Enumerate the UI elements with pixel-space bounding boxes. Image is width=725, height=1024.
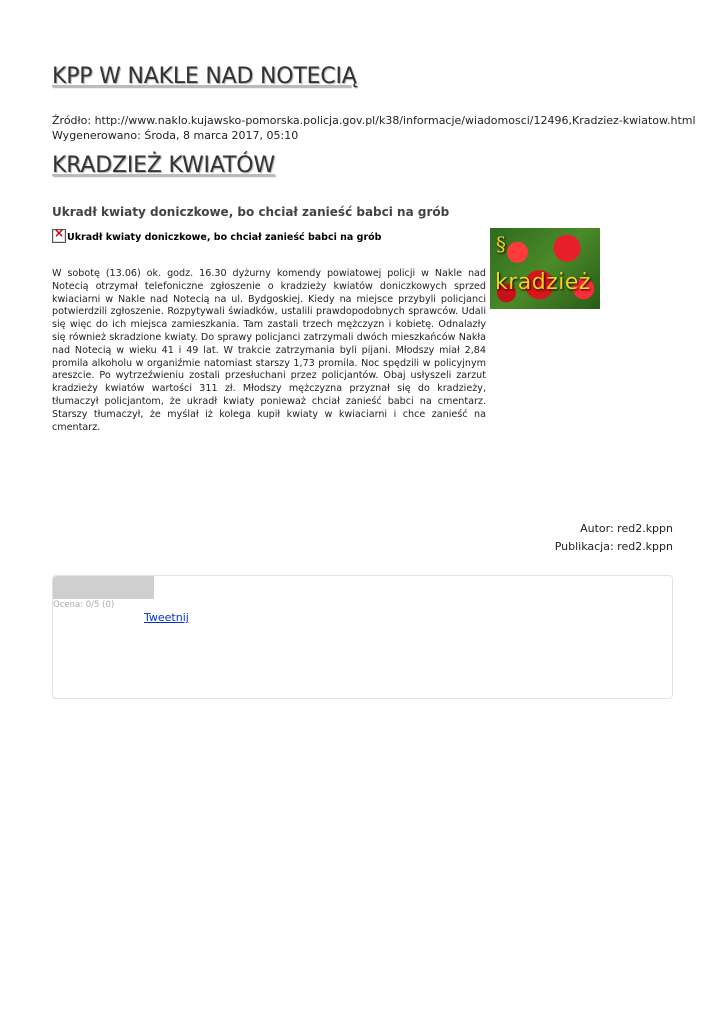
broken-image [52,229,381,243]
broken-image-icon [52,229,66,243]
rating-label: Ocena: 0/5 (0) [53,600,115,610]
source-url: Źródło: http://www.naklo.kujawsko-pomorska.policja.gov.pl/k38/informacje/wiadomosci/12496,Kradziez-kwiatow.html [52,114,696,127]
rating-panel [52,575,673,699]
article-thumbnail [490,228,600,309]
generated-date: Wygenerowano: Środa, 8 marca 2017, 05:10 [52,128,299,142]
article-title: KRADZIEŻ KWIATÓW [52,153,275,178]
article-credits [555,520,673,556]
broken-image-alt-text: Ukradł kwiaty doniczkowe, bo chciał zanieść babci na grób [67,232,382,243]
thumbnail-caption: kradzież [495,270,591,295]
author-label: Autor: red2.kppn [580,522,673,535]
document-meta [52,114,696,143]
tweet-link[interactable]: Tweetnij [144,611,189,624]
organization-title: KPP W NAKLE NAD NOTECIĄ [52,64,357,89]
article-subtitle: Ukradł kwiaty doniczkowe, bo chciał zanieść babci na grób [52,205,450,219]
rating-stars-bar[interactable] [53,576,154,599]
publication-label: Publikacja: red2.kppn [554,540,673,553]
article-body: W sobotę (13.06) ok. godz. 16.30 dyżurny komendy powiatowej policji w Nakle nad Notecią otrzymał telefoniczne zgłoszenie o kradzieży kwiatów doniczkowych sprzed kwiaciarni w Nakle nad Notecią na ul. Bydgoskiej. Kiedy na miejsce przybyli policjanci potwierdzili zgłoszenie. Rozpytywali świadków, ustalili prawdopodobnych sprawców. Udali się więc do ich miejsca zamieszkania. Tam zastali trzech mężczyzn i kobietę. Odnalazły się również skradzione kwiaty. Do sprawy policjanci zatrzymali dwóch mieszkańców Nakła nad Notecią w wieku 41 i 49 lat. W trakcie zatrzymania byli pijani. Młodszy miał 2,84 promila alkoholu w organiźmie natomiast starszy 1,73 promila. Noc spędzili w policyjnym areszcie. Po wytrzeźwieniu zostali przesłuchani przez policjantów. Obaj usłyszeli zarzut kradzieży kwiatów wartości 311 zł. Młodszy mężczyzna przyznał się do kradzieży, tłumaczył policjantom, że ukradł kwiaty ponieważ chciał zanieść babci na cmentarz. Starszy tłumaczył, że myślał iż kolega kupił kwiaty w kwiaciarni i chce zanieść na cmentarz. [52,268,486,433]
thumbnail-paragraph-symbol: § [496,232,506,256]
